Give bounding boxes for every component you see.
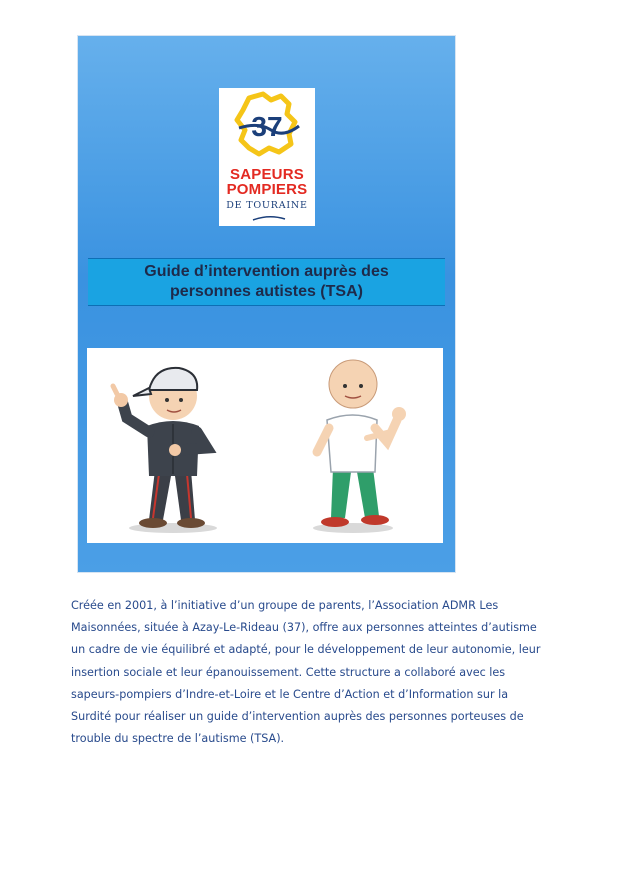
logo-number: 37 xyxy=(251,111,283,142)
logo-text-touraine: DE TOURAINE xyxy=(226,200,308,211)
sapeurs-pompiers-logo xyxy=(219,88,315,226)
cover-title: Guide d’intervention auprès des personnes autistes (TSA) xyxy=(144,263,389,300)
child-with-cap-illustration xyxy=(113,368,217,533)
article-paragraph: Créée en 2001, à l’initiative d’un groupe de parents, l’Association ADMR Les Maisonnées, située à Azay-Le-Rideau (37), offre aux personnes atteintes d’autisme un cadre de vie équilibré et adapté, pour le développement de leur autonomie, leur insertion sociale et leur épanouissement. Cette structure a collaboré avec les sapeurs-pompiers d’Indre-et-Loire et le Centre d’Action et d’Information sur la Surdité pour réaliser un guide d’intervention auprès des personnes porteuses de trouble du spectre de l’autisme (TSA). xyxy=(71,599,541,746)
cover-title-band xyxy=(88,258,445,306)
logo-text-pompiers: POMPIERS xyxy=(226,181,308,198)
logo-text-sapeurs: SAPEURS xyxy=(230,166,304,183)
touraine-map-icon xyxy=(219,88,315,168)
child-pointing-illustration xyxy=(313,360,406,533)
guide-cover-image xyxy=(78,36,455,572)
cover-illustration xyxy=(87,348,443,543)
